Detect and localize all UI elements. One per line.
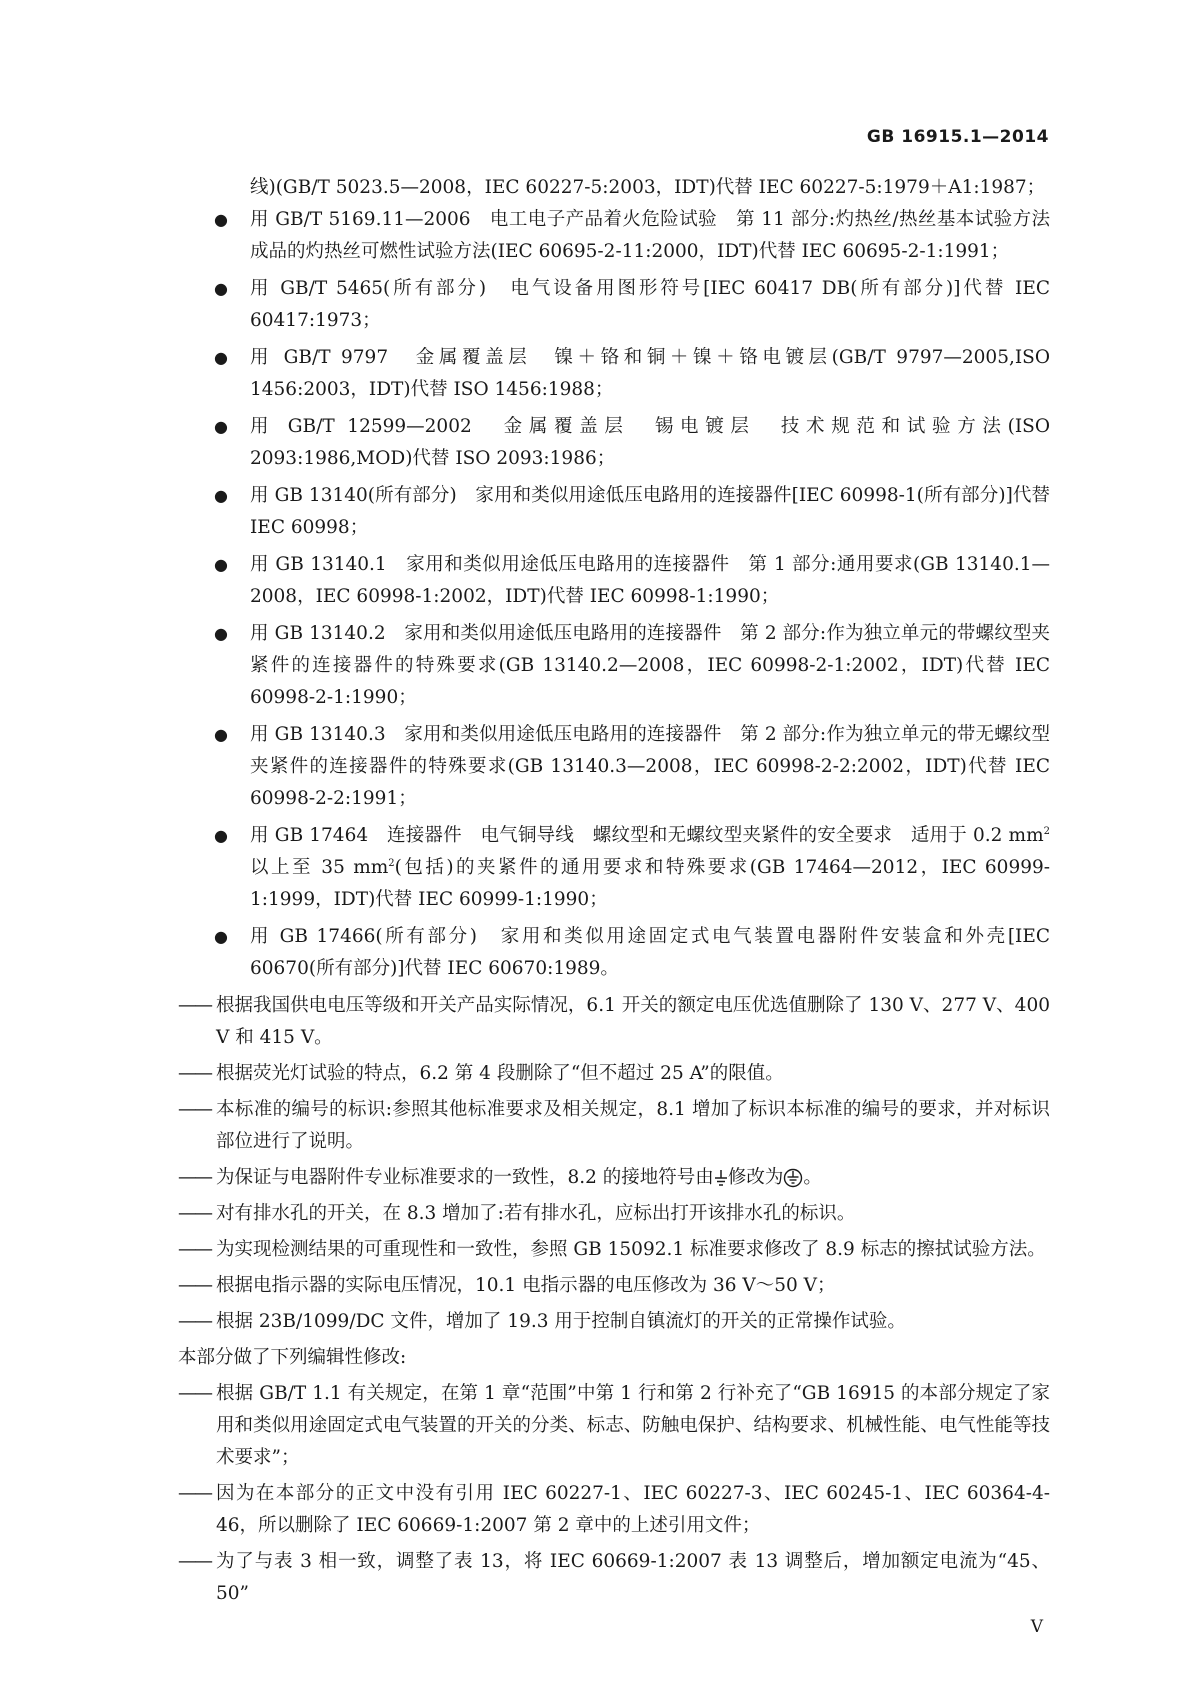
dash-item: —— 对有排水孔的开关，在 8.3 增加了:若有排水孔，应标出打开该排水孔的标识。 (178, 1203, 856, 1224)
list-item: ● 用 GB 13140(所有部分) 家用和类似用途低压电路用的连接器件[IEC 60998-1(所有部分)]代替 IEC 60998； (178, 480, 1050, 544)
dash-item: —— 根据电指示器的实际电压情况，10.1 电指示器的电压修改为 36 V～50 V； (178, 1275, 836, 1296)
bullet-dot-icon: ● (214, 826, 228, 845)
dash-item: —— 因为在本部分的正文中没有引用 IEC 60227-1、IEC 60227-3、IEC 60245-1、IEC 60364-4-46，所以删除了 IEC 60669-1:2007 第 2 章中的上述引用文件； (178, 1483, 1050, 1536)
bullet-dot-icon: ● (214, 348, 228, 367)
list-item: ● 用 GB/T 9797 金属覆盖层 镍＋铬和铜＋镍＋铬电镀层(GB/T 9797—2005,ISO 1456:2003，IDT)代替 ISO 1456:1988； (178, 342, 1050, 406)
bullet-dot-icon: ● (214, 624, 228, 643)
editorial-heading: 本部分做了下列编辑性修改: (178, 1347, 407, 1368)
list-item: ● 用 GB/T 12599—2002 金属覆盖层 锡电镀层 技术规范和试验方法(ISO 2093:1986,MOD)代替 ISO 2093:1986； (178, 411, 1050, 475)
page-content (178, 172, 1069, 1614)
bullet-dot-icon: ● (214, 725, 228, 744)
bullet-dot-icon: ● (214, 210, 228, 229)
editorial-changes-list (178, 1378, 1050, 1610)
list-item: ● 用 GB 17466(所有部分) 家用和类似用途固定式电气装置电器附件安装盒和外壳[IEC 60670(所有部分)]代替 IEC 60670:1989。 (178, 921, 1050, 985)
page-number: V (1030, 1617, 1043, 1637)
bullet-dot-icon: ● (214, 486, 228, 505)
continued-line: 线)(GB/T 5023.5—2008，IEC 60227-5:2003，IDT)代替 IEC 60227-5:1979＋A1:1987； (250, 177, 1046, 198)
list-item: ● 用 GB/T 5465(所有部分) 电气设备用图形符号[IEC 60417 DB(所有部分)]代替 IEC 60417:1973； (178, 273, 1050, 337)
dash-item: —— 根据 GB/T 1.1 有关规定，在第 1 章“范围”中第 1 行和第 2 行补充了“GB 16915 的本部分规定了家用和类似用途固定式电气装置的开关的分类、标志、防触电保护、结构要求、机械性能、电气性能等技术要求”； (178, 1383, 1050, 1468)
bullet-dot-icon: ● (214, 279, 228, 298)
dash-item: —— 本标准的编号的标识:参照其他标准要求及相关规定，8.1 增加了标识本标准的编号的要求，并对标识部位进行了说明。 (178, 1099, 1050, 1152)
list-item: ● 用 GB/T 5169.11—2006 电工电子产品着火危险试验 第 11 部分:灼热丝/热丝基本试验方法 成品的灼热丝可燃性试验方法(IEC 60695-2-11:2000，IDT)代替 IEC 60695-2-1:1991； (178, 204, 1050, 268)
dash-item: —— 根据我国供电电压等级和开关产品实际情况，6.1 开关的额定电压优选值删除了 130 V、277 V、400 V 和 415 V。 (178, 995, 1050, 1048)
bullet-list (178, 204, 1069, 985)
document-header: GB 16915.1—2014 (866, 127, 1049, 147)
protective-earth-icon (783, 1168, 803, 1188)
list-item: ● 用 GB 13140.2 家用和类似用途低压电路用的连接器件 第 2 部分:作为独立单元的带螺纹型夹紧件的连接器件的特殊要求(GB 13140.2—2008，IEC 60998-2-1:2002，IDT)代替 IEC 60998-2-1:1990； (178, 618, 1050, 714)
list-item: ● 用 GB 13140.1 家用和类似用途低压电路用的连接器件 第 1 部分:通用要求(GB 13140.1—2008，IEC 60998-1:2002，IDT)代替 IEC 60998-1:1990； (178, 549, 1050, 613)
list-item: ● 用 GB 13140.3 家用和类似用途低压电路用的连接器件 第 2 部分:作为独立单元的带无螺纹型夹紧件的连接器件的特殊要求(GB 13140.3—2008，IEC 60998-2-2:2002，IDT)代替 IEC 60998-2-2:1991； (178, 719, 1050, 815)
dash-item: —— 为保证与电器附件专业标准要求的一致性，8.2 的接地符号由 修改为 。 (178, 1167, 822, 1188)
list-item: ● 用 GB 17464 连接器件 电气铜导线 螺纹型和无螺纹型夹紧件的安全要求 适用于 0.2 $mm^2$ 以上至 35 $mm^2$(包括)的夹紧件的通用要求和特殊要求(GB 17464—2012，IEC 60999-1:1999，IDT)代替 IEC 60999-1:1990； (178, 820, 1050, 916)
earth-symbol-icon (714, 1169, 728, 1187)
dash-item: —— 为了与表 3 相一致，调整了表 13，将 IEC 60669-1:2007 表 13 调整后，增加额定电流为“45、50” (178, 1551, 1050, 1604)
technical-changes-list (178, 990, 1050, 1338)
dash-item: —— 根据 23B/1099/DC 文件，增加了 19.3 用于控制自镇流灯的开关的正常操作试验。 (178, 1311, 906, 1332)
bullet-dot-icon: ● (214, 555, 228, 574)
dash-item: —— 为实现检测结果的可重现性和一致性，参照 GB 15092.1 标准要求修改了 8.9 标志的擦拭试验方法。 (178, 1239, 1046, 1260)
bullet-dot-icon: ● (214, 927, 228, 946)
bullet-dot-icon: ● (214, 417, 228, 436)
dash-item: —— 根据荧光灯试验的特点，6.2 第 4 段删除了“但不超过 25 A”的限值。 (178, 1063, 784, 1084)
